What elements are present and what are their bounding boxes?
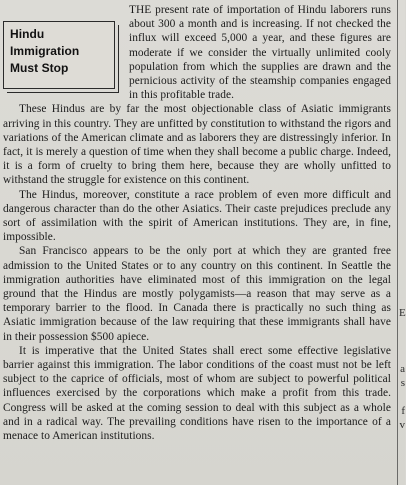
headline-line-1: Hindu — [10, 27, 45, 41]
headline-box-wrapper — [3, 21, 121, 93]
paragraph-4: San Francisco appears to be the only port at which they are granted free admission to the United States or to any country on this continent. In Seattle the immigration authorities have eliminated most of this immigration on the legal ground that the Hindus are mostly polygamists—a reason that may serve as a temporary barrier to the flood. In Canada there is practically no such thing as Asiatic immigration because of the law requiring that these immigrants shall have in their possession $500 apiece. — [3, 245, 391, 343]
editorial-article — [3, 3, 391, 443]
adjacent-column-fragment-4: f — [401, 405, 405, 417]
paragraph-2: These Hindus are by far the most objectionable class of Asiatic immigrants arriving in this country. They are unfitted by constitution to withstand the rigors and variations of the American climate and as laborers they are distressingly inferior. In fact, it is merely a question of time when they shall become a public charge. Indeed, it is a form of cruelty to bring them here, because they are wholly unfitted to withstand the struggle for existence on this continent. — [3, 103, 391, 187]
headline-line-3: Must Stop — [10, 61, 69, 75]
headline-line-2: Immigration — [10, 44, 80, 58]
adjacent-column-fragment-5: v — [399, 419, 405, 431]
paragraph-1-text: HE present rate of importation of Hindu laborers runs about 300 a month and is increasing. If not checked the influx will exceed 5,000 a year, and these figures are moderate if we consider the virtually unlimited cooly population from which the supplies are drawn and the pernicious activity of the steamship companies engaged in this profitable trade. — [129, 4, 391, 102]
drop-cap: T — [129, 4, 136, 16]
adjacent-column-fragment-1: E — [399, 307, 406, 319]
adjacent-column-fragment-2: a — [400, 363, 405, 375]
column-rule — [397, 0, 398, 485]
adjacent-column-fragment-3: s — [400, 377, 405, 389]
paragraph-5: It is imperative that the United States shall erect some effective legislative barrier against this immigration. The labor conditions of the coast must not be left subject to the caprice of officials, most of whom are subject to powerful political influences exercised by the corporations which make a profit from this trade. Congress will be asked at the coming session to deal with this subject as a whole and in a radical way. The prevailing conditions have risen to the importance of a menace to American institutions. — [3, 344, 391, 443]
headline-box — [3, 21, 115, 89]
paragraph-3: The Hindus, moreover, constitute a race problem of even more difficult and dangerous character than do the other Asiatics. Their caste prejudices preclude any sort of assimilation with the spirit of American institutions. They are, in fine, impossible. — [3, 188, 391, 244]
headline — [10, 26, 108, 77]
